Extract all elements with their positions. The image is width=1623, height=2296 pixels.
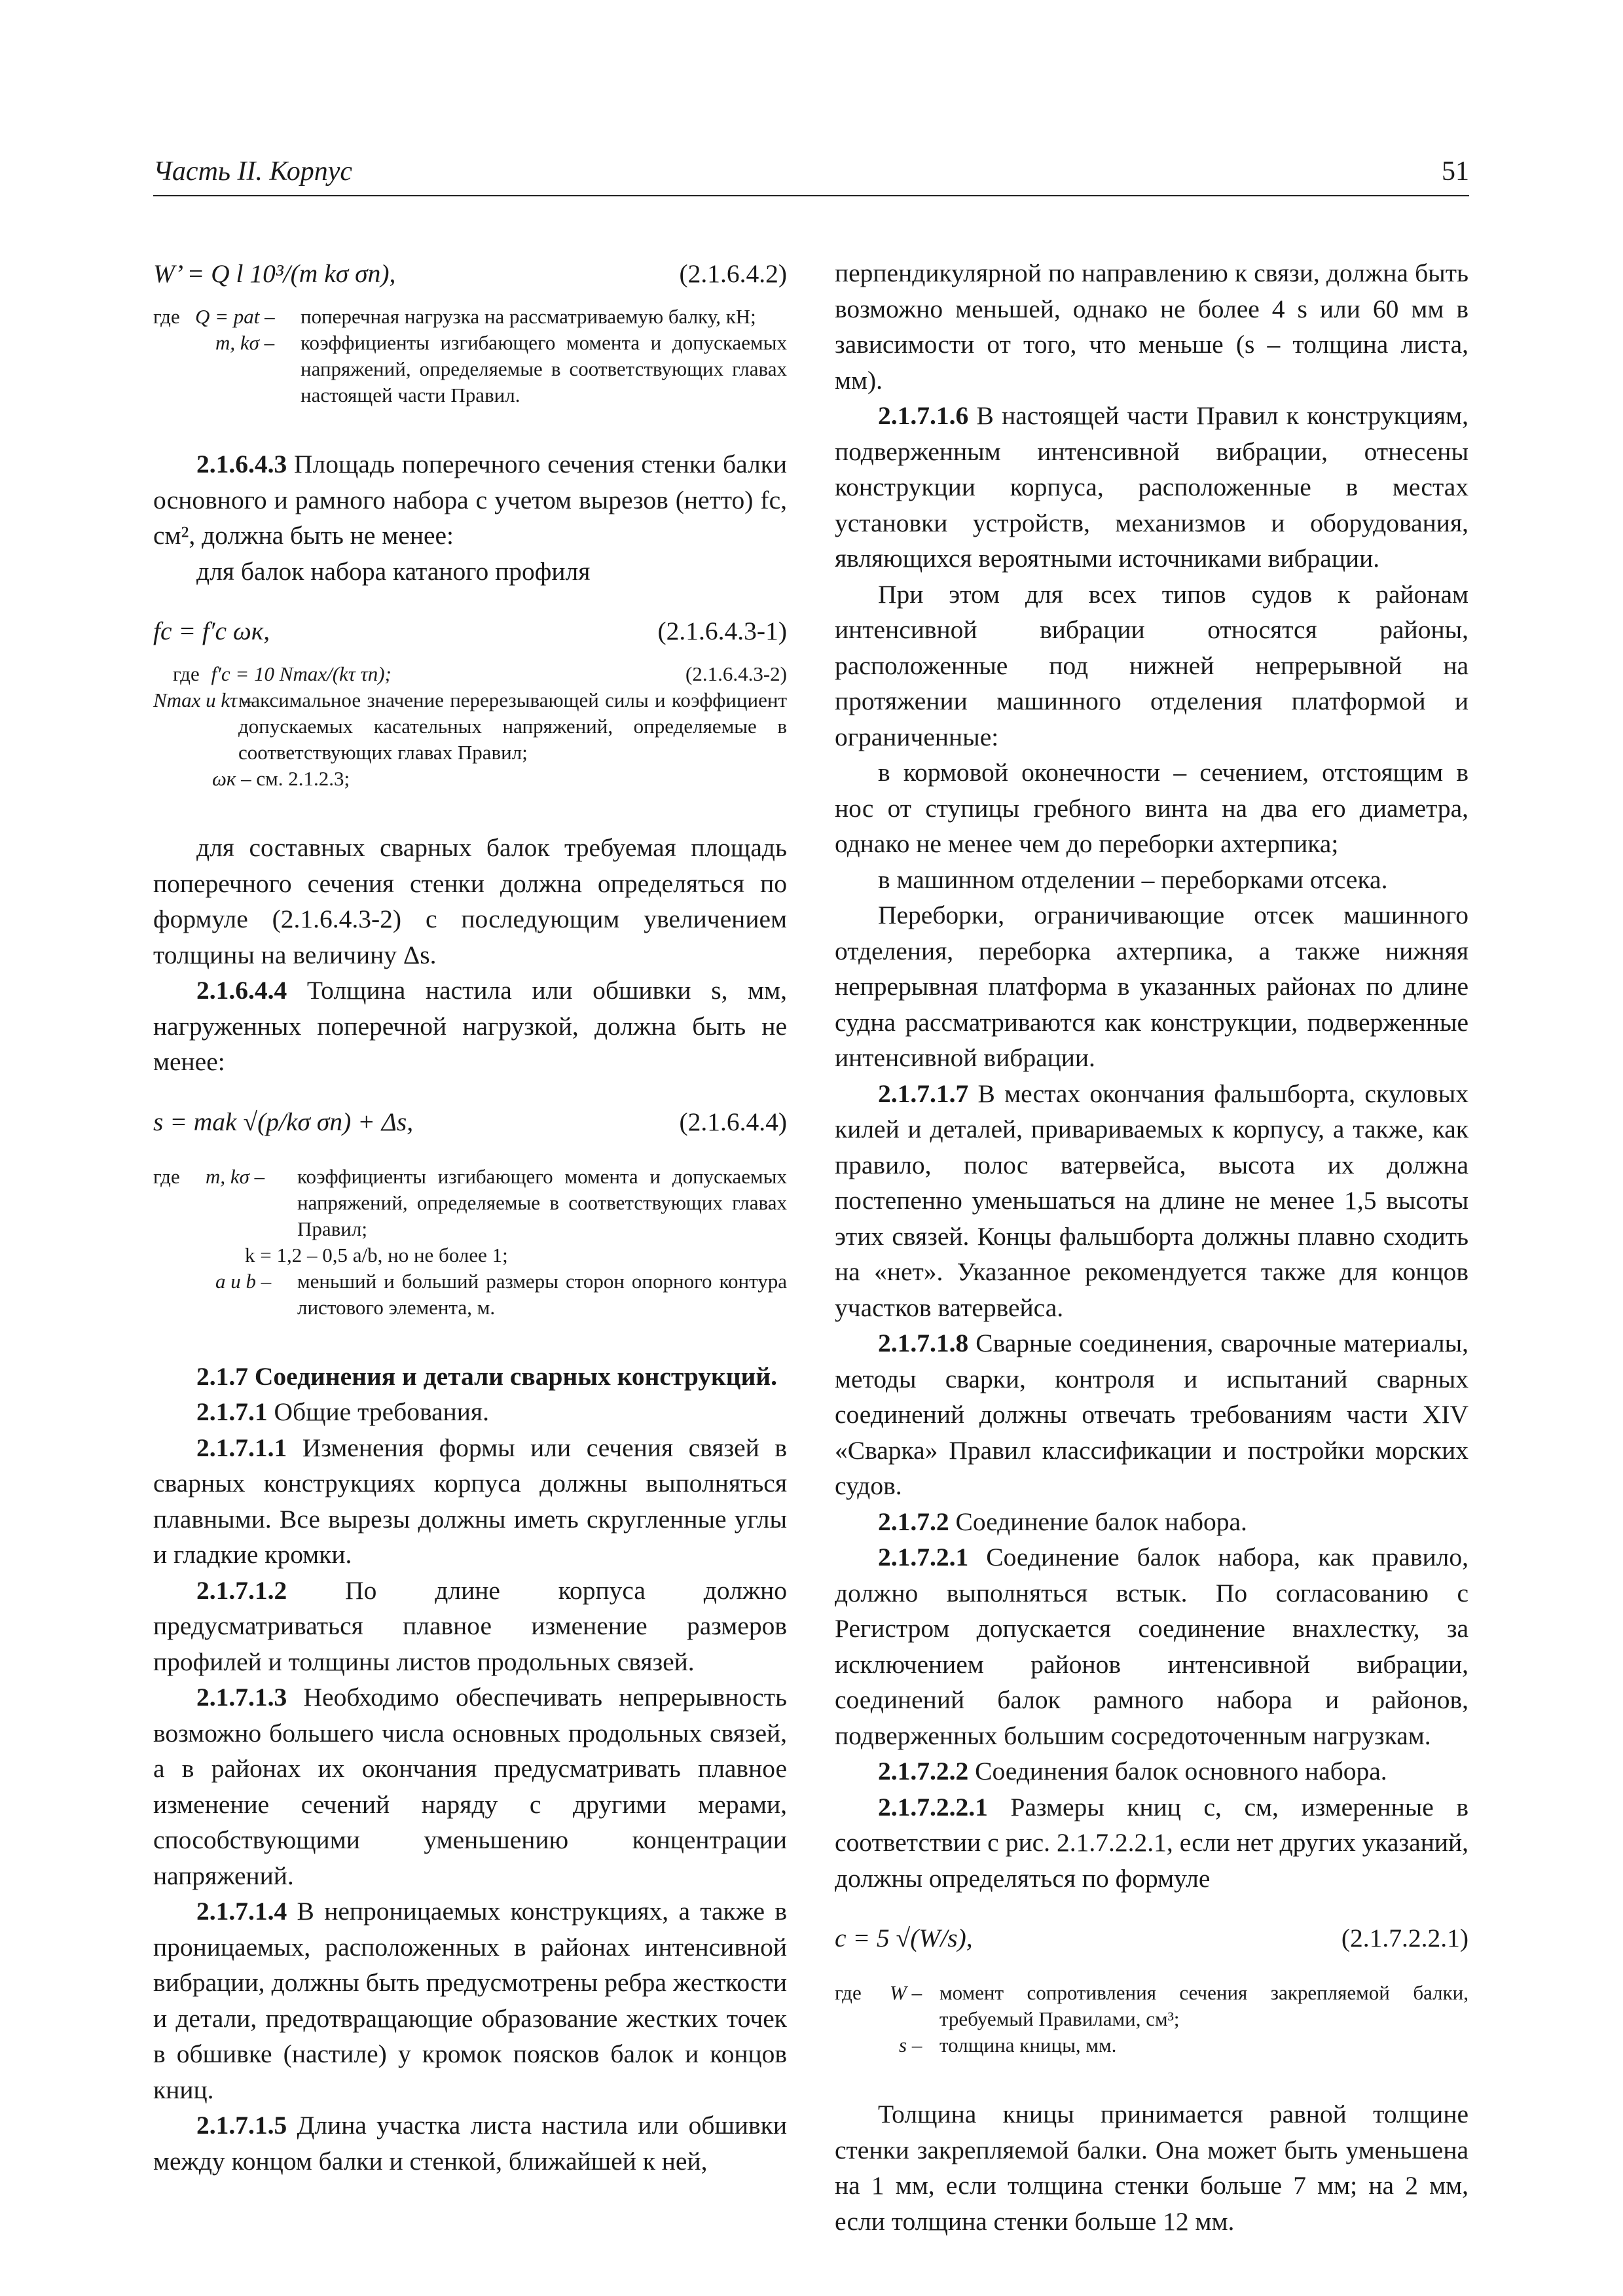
where-block: где Q = pat – поперечная нагрузка на рассматриваемую балку, кН; m, kσ – коэффициенты изгибающего момента и допускаемых напряжений, определяемые в соответствующих главах настоящей части Правил.	[153, 305, 787, 406]
where-block: где f′c = 10 Nmax/(kτ τn); (2.1.6.4.3-2) Nmax и kτ – максимальное значение перерезывающей силы и коэффициент допускаемых касательных напряжений, определяемые в соответствующих главах Правил; ωк – см. 2.1.2.3;	[153, 662, 787, 790]
formula-2-1-6-4-3-1: fc = f′c ωк, (2.1.6.4.3-1)	[153, 613, 787, 649]
paragraph-2-1-7-1-1: 2.1.7.1.1 Изменения формы или сечения связей в сварных конструкциях корпуса должны выполняться плавными. Все вырезы должны иметь скругленные углы и гладкие кромки.	[153, 1433, 787, 1569]
paragraph: в кормовой оконечности – сечением, отстоящим в нос от ступицы гребного винта на два его диаметра, однако не менее чем до переборки ахтерпика;	[835, 758, 1468, 858]
paragraph: для составных сварных балок требуемая площадь поперечного сечения стенки должна определяться по формуле (2.1.6.4.3-2) с последующим увеличением толщины на величину Δs.	[153, 833, 787, 969]
formula-number: (2.1.7.2.2.1)	[1341, 1924, 1468, 1952]
paragraph-2-1-7-2-2-1: 2.1.7.2.2.1 Размеры книц c, см, измеренные в соответствии с рис. 2.1.7.2.2.1, если нет других указаний, должны определяться по формуле	[835, 1792, 1468, 1893]
subsection-2-1-7-1: 2.1.7.1 Общие требования.	[196, 1397, 489, 1426]
paragraph-2-1-7-1-5: 2.1.7.1.5 Длина участка листа настила или обшивки между концом балки и стенкой, ближайшей к ней,	[153, 2111, 787, 2176]
paragraph-2-1-7-1-2: 2.1.7.1.2 По длине корпуса должно предусматриваться плавное изменение размеров профилей и толщины листов продольных связей.	[153, 1575, 787, 1676]
formula-number: (2.1.6.4.3-1)	[657, 617, 787, 645]
where-block: где m, kσ – коэффициенты изгибающего момента и допускаемых напряжений, определяемые в соответствующих главах Правил; k = 1,2 – 0,5 a/b, но не более 1; a и b – меньший и больший размеры сторон опорного контура листового элемента, м.	[153, 1164, 787, 1319]
paragraph-2-1-7-2-2: 2.1.7.2.2 Соединения балок основного набора.	[878, 1757, 1387, 1785]
paragraph-2-1-6-4-3: 2.1.6.4.3 Площадь поперечного сечения стенки балки основного и рамного набора с учетом вырезов (нетто) fc, см², должна быть не менее:	[153, 450, 787, 550]
formula-2-1-6-4-2: W’ = Q l 10³/(m kσ σn), (2.1.6.4.2)	[153, 255, 787, 292]
paragraph: в машинном отделении – переборками отсека.	[878, 865, 1388, 894]
where-block: где W – момент сопротивления сечения закрепляемой балки, требуемый Правилами, см³; s – толщина кницы, мм.	[835, 1981, 1468, 2056]
formula-number: (2.1.6.4.2)	[679, 259, 787, 288]
paragraph: При этом для всех типов судов к районам интенсивной вибрации относятся районы, расположенные под нижней непрерывной на протяжении машинного отделения платформой и ограниченные:	[835, 579, 1468, 751]
section-heading-2-1-7: 2.1.7 Соединения и детали сварных конструкций.	[196, 1361, 777, 1391]
paragraph-2-1-6-4-4: 2.1.6.4.4 Толщина настила или обшивки s, мм, нагруженных поперечной нагрузкой, должна быть не менее:	[153, 976, 787, 1076]
paragraph: Толщина кницы принимается равной толщине стенки закрепляемой балки. Она может быть уменьшена на 1 мм, если толщина стенки больше 7 мм; на 2 мм, если толщина стенки больше 12 мм.	[835, 2100, 1468, 2236]
page-header	[153, 156, 1469, 196]
paragraph-2-1-7-2-1: 2.1.7.2.1 Соединение балок набора, как правило, должно выполняться встык. По согласованию с Регистром допускается соединение внахлестку, за исключением районов интенсивной вибрации, соединений балок рамного набора и районов, подверженных большим сосредоточенным нагрузкам.	[835, 1543, 1468, 1750]
paragraph-2-1-7-1-8: 2.1.7.1.8 Сварные соединения, сварочные материалы, методы сварки, контроля и испытаний сварных соединений должны отвечать требованиям части XIV «Сварка» Правил классификации и постройки морских судов.	[835, 1329, 1468, 1500]
paragraph-2-1-7-1-6: 2.1.7.1.6 В настоящей части Правил к конструкциям, подверженным интенсивной вибрации, отнесены конструкции корпуса, расположенные в местах установки устройств, механизмов и оборудования, являющихся вероятными источниками вибрации.	[835, 401, 1468, 573]
left-column	[153, 255, 787, 2179]
paragraph-2-1-7-1-4: 2.1.7.1.4 В непроницаемых конструкциях, а также в проницаемых, расположенных в районах интенсивной вибрации, должны быть предусмотрены ребра жесткости и детали, предотвращающие образование жестких точек в обшивке (настиле) у кромок поясков балок и концов книц.	[153, 1897, 787, 2104]
subsection-2-1-7-2: 2.1.7.2 Соединение балок набора.	[878, 1507, 1247, 1536]
paragraph-2-1-7-1-3: 2.1.7.1.3 Необходимо обеспечивать непрерывность возможно большего числа основных продольных связей, а в районах их окончания предусматривать плавное изменение сечений наряду с другими мерами, способствующими уменьшению концентрации напряжений.	[153, 1683, 787, 1890]
paragraph: Переборки, ограничивающие отсек машинного отделения, переборка ахтерпика, а также нижняя непрерывная платформа в указанных районах по длине судна рассматриваются как конструкции, подверженные интенсивной вибрации.	[835, 901, 1468, 1072]
paragraph: для балок набора катаного профиля	[196, 556, 591, 586]
formula-2-1-6-4-4: s = mak √(p/kσ σn) + Δs, (2.1.6.4.4)	[153, 1103, 787, 1140]
paragraph-2-1-7-1-7: 2.1.7.1.7 В местах окончания фальшборта, скуловых килей и деталей, привариваемых к корпусу, а также, как правило, полос ватервейса, высота их должна постепенно уменьшаться на длине не менее 1,5 высоты этих связей. Концы фальшборта должны плавно сходить на «нет». Указанное рекомендуется также для концов участков ватервейса.	[835, 1079, 1468, 1322]
paragraph: перпендикулярной по направлению к связи, должна быть возможно меньшей, однако не более 4 s или 60 мм в зависимости от того, что меньше (s – толщина листа, мм).	[835, 259, 1468, 395]
formula-2-1-7-2-2-1: c = 5 √(W/s), (2.1.7.2.2.1)	[835, 1920, 1468, 1956]
right-column	[835, 255, 1468, 2239]
formula-number: (2.1.6.4.4)	[679, 1107, 787, 1136]
running-title: Часть II. Корпус	[153, 156, 353, 187]
page-number: 51	[1442, 156, 1469, 187]
